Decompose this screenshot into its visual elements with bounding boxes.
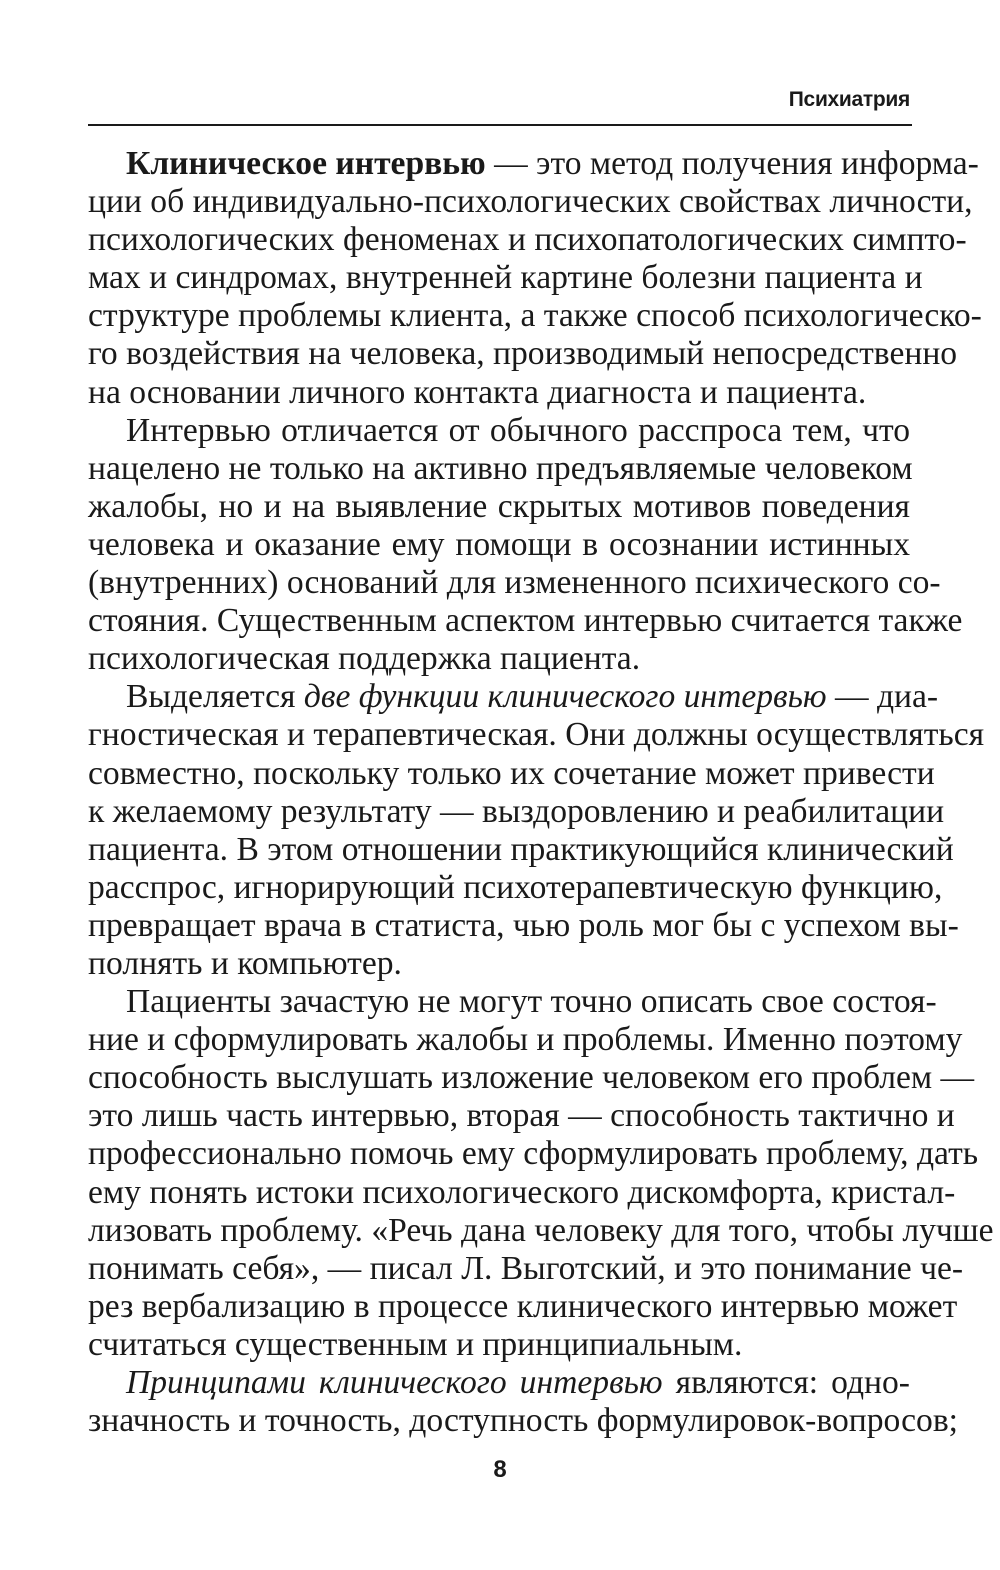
text-run: Интервью отличается от обычного расспроса тем, что — [126, 411, 910, 449]
text-line — [88, 1021, 963, 1059]
text-run: полнять и компьютер. — [88, 944, 402, 982]
text-run: являются: одно- — [662, 1364, 910, 1401]
text-run: пациента. В этом отношении практикующийся клинический — [88, 830, 954, 868]
text-run: человека и оказание ему помощи в осознании истинных — [88, 525, 910, 563]
text-run: ние и сформулировать жалобы и проблемы. Именно поэтому — [88, 1021, 963, 1059]
text-line — [88, 1059, 975, 1097]
section-title: Психиатрия — [788, 88, 910, 111]
text-line — [88, 792, 945, 831]
paragraph — [88, 411, 963, 679]
text-line — [88, 830, 954, 869]
paragraph — [88, 1364, 958, 1440]
text-line — [88, 526, 910, 564]
text-run: рез вербализацию в процессе клинического интервью может — [88, 1287, 958, 1325]
text-run: го воздействия на человека, производимый непосредственно — [88, 335, 958, 373]
text-run: к желаемому результату — выздоровлению и реабилитации — [88, 792, 945, 830]
text-line — [88, 374, 910, 412]
text-line — [88, 1402, 958, 1440]
page-number: 8 — [493, 1456, 507, 1483]
text-run: понимать себя», — писал Л. Выготский, и это понимание че- — [88, 1249, 964, 1287]
text-run: это лишь часть интервью, вторая — способность тактично и — [88, 1097, 955, 1135]
text-run: профессионально помочь ему сформулировать проблему, дать — [88, 1135, 979, 1173]
text-run: стояния. Существенным аспектом интервью считается также — [88, 602, 963, 640]
italic-term: две функции клинического интервью — [303, 678, 827, 716]
text-run: совместно, поскольку только их сочетание может привести — [88, 754, 935, 792]
text-run: жалобы, но и на выявление скрытых мотивов поведения — [88, 487, 910, 525]
text-line — [88, 183, 973, 221]
text-run: способность выслушать изложение человеком его проблем — — [88, 1059, 975, 1097]
text-run: нацелено не только на активно предъявляемые человеком — [88, 449, 913, 487]
text-run: Выделяется — [126, 678, 304, 716]
text-line — [88, 145, 979, 183]
text-run: психологических феноменах и психопатологических симпто- — [88, 221, 967, 259]
text-line — [88, 983, 937, 1021]
text-run: мах и синдромах, внутренней картине болезни пациента и — [88, 259, 923, 297]
text-run: считаться существенным и принципиальным. — [88, 1325, 743, 1363]
text-line — [88, 221, 967, 259]
running-head — [88, 84, 912, 126]
text-line — [88, 488, 910, 526]
text-run: ему понять истоки психологического дискомфорта, кристал- — [88, 1173, 956, 1211]
text-run: на основании личного контакта диагноста и пациента. — [88, 373, 867, 411]
paragraph — [88, 983, 994, 1364]
text-line — [88, 1249, 964, 1288]
bold-term: Клиническое интервью — [126, 145, 486, 182]
paragraph — [88, 145, 982, 412]
text-run: гностическая и терапевтическая. Они должны осуществляться — [88, 716, 985, 754]
text-run: превращает врача в статиста, чью роль мог бы с успехом вы- — [88, 906, 959, 944]
text-run: — диа- — [826, 678, 939, 716]
text-run: расспрос, игнорирующий психотерапевтическую функцию, — [88, 868, 943, 906]
body-text — [88, 145, 994, 1440]
text-line — [88, 335, 958, 373]
text-line — [88, 1287, 958, 1326]
italic-term: Принципами клинического интервью — [126, 1364, 663, 1401]
text-line — [88, 259, 923, 297]
text-run: (внутренних) оснований для измененного психического со- — [88, 564, 941, 602]
text-line — [88, 1135, 979, 1173]
text-line — [88, 868, 943, 907]
text-run: лизовать проблему. «Речь дана человеку для того, чтобы лучше — [88, 1211, 994, 1249]
text-line — [88, 412, 910, 450]
text-line — [88, 1097, 955, 1135]
text-line — [88, 716, 985, 754]
text-run: психологическая поддержка пациента. — [88, 640, 641, 678]
text-run: значность и точность, доступность формулировок-вопросов; — [88, 1402, 958, 1440]
text-line — [88, 640, 910, 678]
paragraph — [88, 678, 985, 983]
text-line — [88, 906, 959, 945]
text-line — [88, 449, 913, 488]
text-line — [88, 754, 935, 793]
text-run: ции об индивидуально-психологических свойствах личности, — [88, 183, 973, 221]
text-run: структуре проблемы клиента, а также способ психологическо- — [88, 297, 982, 335]
text-run: — это метод получения информа- — [485, 145, 979, 182]
text-line — [88, 602, 963, 640]
text-line — [88, 945, 910, 983]
text-line — [88, 297, 982, 335]
text-run: Пациенты зачастую не могут точно описать свое состоя- — [126, 983, 937, 1021]
text-line — [88, 678, 939, 716]
text-line — [88, 1173, 956, 1212]
text-line — [88, 1211, 994, 1250]
text-line — [88, 1364, 910, 1402]
text-line — [88, 1326, 910, 1364]
text-line — [88, 564, 941, 602]
